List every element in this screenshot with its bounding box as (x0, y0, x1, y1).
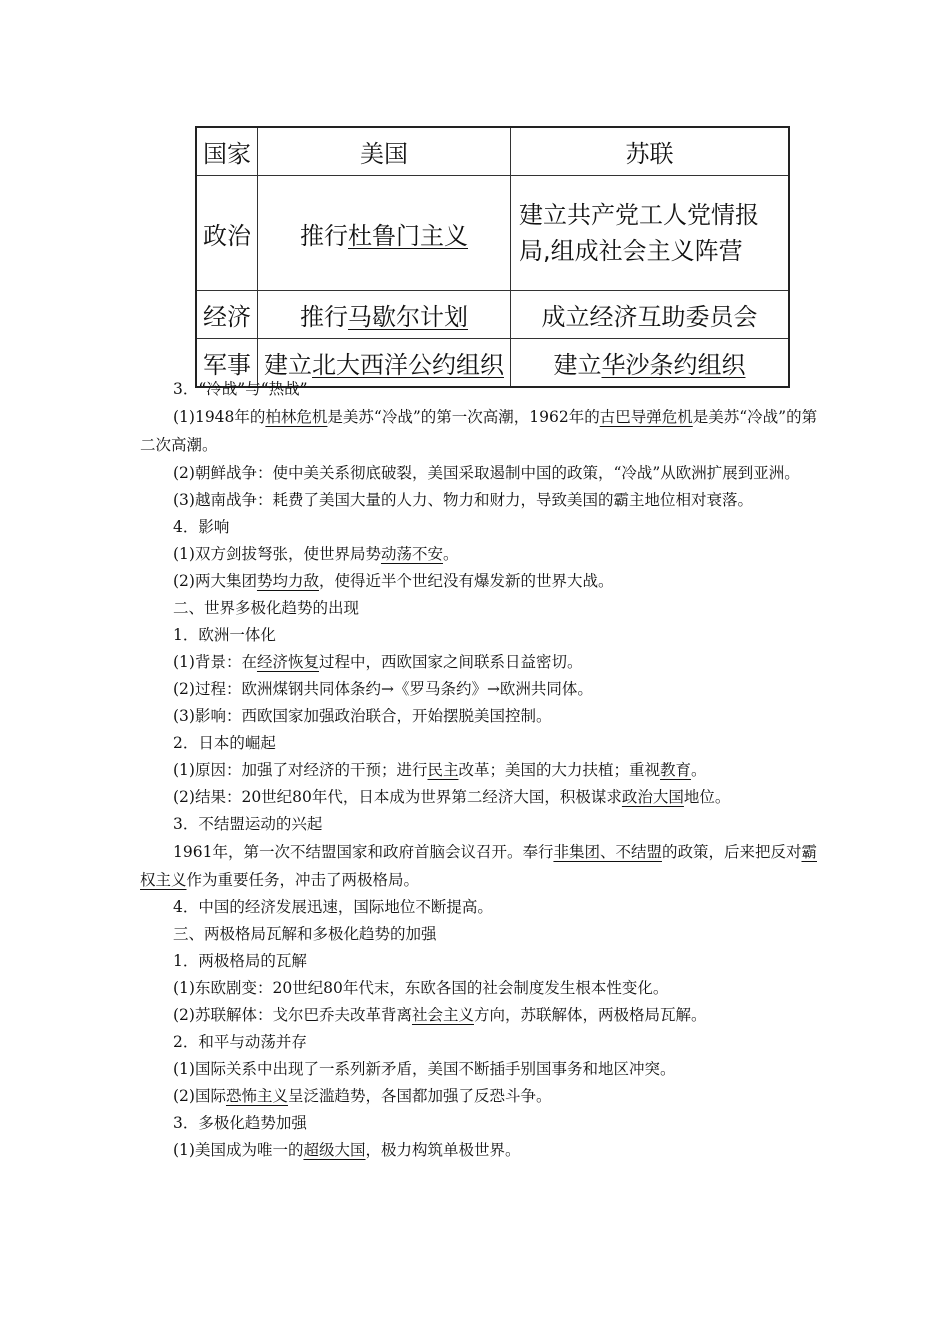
row-label: 经济 (196, 291, 258, 339)
line-text: 三、两极格局瓦解和多极化趋势的加强 (173, 925, 437, 943)
paragraph (140, 757, 820, 784)
paragraph (140, 649, 820, 676)
line-text: (1)1948年的 (173, 408, 266, 426)
section-heading (140, 730, 820, 757)
underlined-term: 超级大国 (303, 1141, 366, 1159)
line-text: (2)两大集团 (173, 572, 257, 590)
line-text: 是美苏“冷战”的第一次高潮，1962年的 (327, 408, 600, 426)
section-heading (140, 376, 820, 403)
line-text: 。 (442, 545, 459, 563)
line-text: 的政策，后来把反对 (661, 843, 802, 861)
paragraph (140, 568, 820, 595)
table-row (196, 291, 789, 339)
line-text: (1)双方剑拔弩张，使世界局势 (173, 545, 381, 563)
underlined-term: 教育 (660, 761, 692, 779)
line-text: (2)朝鲜战争：使中美关系彻底破裂，美国采取遏制中国的政策，“冷战”从欧洲扩展到亚洲。 (173, 464, 800, 482)
line-text: 2．日本的崛起 (173, 734, 276, 752)
table-header-cell: 美国 (258, 127, 511, 176)
line-text: (2)结果：20世纪80年代，日本成为世界第二经济大国，积极谋求 (173, 788, 622, 806)
line-text: 地位。 (683, 788, 731, 806)
section-heading (140, 811, 820, 838)
underlined-term: 政治大国 (621, 788, 684, 806)
row-label: 军事 (196, 339, 258, 388)
section-heading (140, 514, 820, 541)
line-text: 1．欧洲一体化 (173, 626, 276, 644)
su-cell: 建立共产党工人党情报局,组成社会主义阵营 (511, 176, 790, 291)
line-text: (1)背景：在 (173, 653, 257, 671)
line-text: (1)东欧剧变：20世纪80年代末，东欧各国的社会制度发生根本性变化。 (173, 979, 669, 997)
line-text: (2)过程：欧洲煤钢共同体条约→《罗马条约》→欧洲共同体。 (173, 680, 593, 698)
section-heading (140, 948, 820, 975)
paragraph (140, 541, 820, 568)
line-text: 3．“冷战”与“热战” (173, 380, 308, 398)
underlined-term: 非集团、不结盟 (553, 843, 662, 861)
row-label: 政治 (196, 176, 258, 291)
section-heading (140, 921, 820, 948)
paragraph (140, 1137, 820, 1164)
line-text: (3)影响：西欧国家加强政治联合，开始摆脱美国控制。 (173, 707, 552, 725)
paragraph (140, 1002, 820, 1029)
underlined-term: 柏林危机 (265, 408, 328, 426)
line-text: 4．中国的经济发展迅速，国际地位不断提高。 (173, 898, 493, 916)
paragraph (140, 784, 820, 811)
line-text: ，使得近半个世纪没有爆发新的世界大战。 (318, 572, 614, 590)
line-text: 过程中，西欧国家之间联系日益密切。 (318, 653, 583, 671)
paragraph (140, 676, 820, 703)
table-header-row (196, 127, 789, 176)
cell-text: 推行 (300, 221, 348, 250)
line-text: 3．不结盟运动的兴起 (173, 815, 323, 833)
underlined-term: 华沙条约组织 (601, 351, 746, 379)
table-row (196, 176, 789, 291)
line-text: 3．多极化趋势加强 (173, 1114, 307, 1132)
paragraph (140, 1056, 820, 1083)
section-heading (140, 1029, 820, 1056)
line-text: (1)原因：加强了对经济的干预；进行 (173, 761, 428, 779)
section-heading (140, 622, 820, 649)
underlined-term: 势均力敌 (256, 572, 319, 590)
line-text: (3)越南战争：耗费了美国大量的人力、物力和财力，导致美国的霸主地位相对衰落。 (173, 491, 753, 509)
paragraph (140, 838, 820, 894)
table-header-cell: 国家 (196, 127, 258, 176)
underlined-term: 杜鲁门主义 (348, 221, 468, 250)
paragraph (140, 403, 820, 459)
underlined-term: 霸权主义 (140, 843, 817, 889)
section-heading (140, 595, 820, 622)
paragraph (140, 1083, 820, 1110)
line-text: 。 (691, 761, 707, 779)
underlined-term: 经济恢复 (256, 653, 319, 671)
line-text: 1．两极格局的瓦解 (173, 952, 307, 970)
underlined-term: 北大西洋公约组织 (312, 351, 504, 379)
line-text: (2)苏联解体：戈尔巴乔夫改革背离 (173, 1006, 412, 1024)
paragraph (140, 894, 820, 921)
paragraph (140, 975, 820, 1002)
underlined-term: 古巴导弹危机 (599, 408, 693, 426)
table-header-cell: 苏联 (511, 127, 790, 176)
line-text: 是美苏“冷战”的第二次高潮。 (140, 408, 818, 454)
line-text: (1)美国成为唯一的 (173, 1141, 304, 1159)
line-text: 作为重要任务，冲击了两极格局。 (186, 871, 420, 889)
underlined-term: 马歇尔计划 (348, 303, 468, 331)
line-text: ，极力构筑单极世界。 (365, 1141, 521, 1159)
line-text: 2．和平与动荡并存 (173, 1033, 307, 1051)
cell-text: 推行 (300, 303, 348, 331)
line-text: 呈泛滥趋势，各国都加强了反恐斗争。 (287, 1087, 552, 1105)
line-text: 4．影响 (173, 518, 230, 536)
line-text: (2)国际 (173, 1087, 226, 1105)
line-text: 1961年，第一次不结盟国家和政府首脑会议召开。奉行 (173, 843, 554, 861)
underlined-term: 恐怖主义 (225, 1087, 288, 1105)
comparison-table (195, 126, 790, 388)
line-text: 二、世界多极化趋势的出现 (173, 599, 360, 617)
paragraph (140, 459, 820, 487)
paragraph (140, 487, 820, 514)
underlined-term: 民主 (427, 761, 459, 779)
cell-text: 建立 (264, 351, 312, 379)
line-text: 方向，苏联解体，两极格局瓦解。 (473, 1006, 707, 1024)
section-heading (140, 1110, 820, 1137)
text-body (140, 376, 820, 1164)
us-cell (258, 176, 511, 291)
underlined-term: 动荡不安 (380, 545, 443, 563)
us-cell (258, 291, 511, 339)
paragraph (140, 703, 820, 730)
line-text: 改革；美国的大力扶植；重视 (458, 761, 660, 779)
underlined-term: 社会主义 (411, 1006, 474, 1024)
cell-text: 建立 (553, 351, 602, 379)
line-text: (1)国际关系中出现了一系列新矛盾，美国不断插手别国事务和地区冲突。 (173, 1060, 676, 1078)
su-cell: 成立经济互助委员会 (511, 291, 790, 339)
